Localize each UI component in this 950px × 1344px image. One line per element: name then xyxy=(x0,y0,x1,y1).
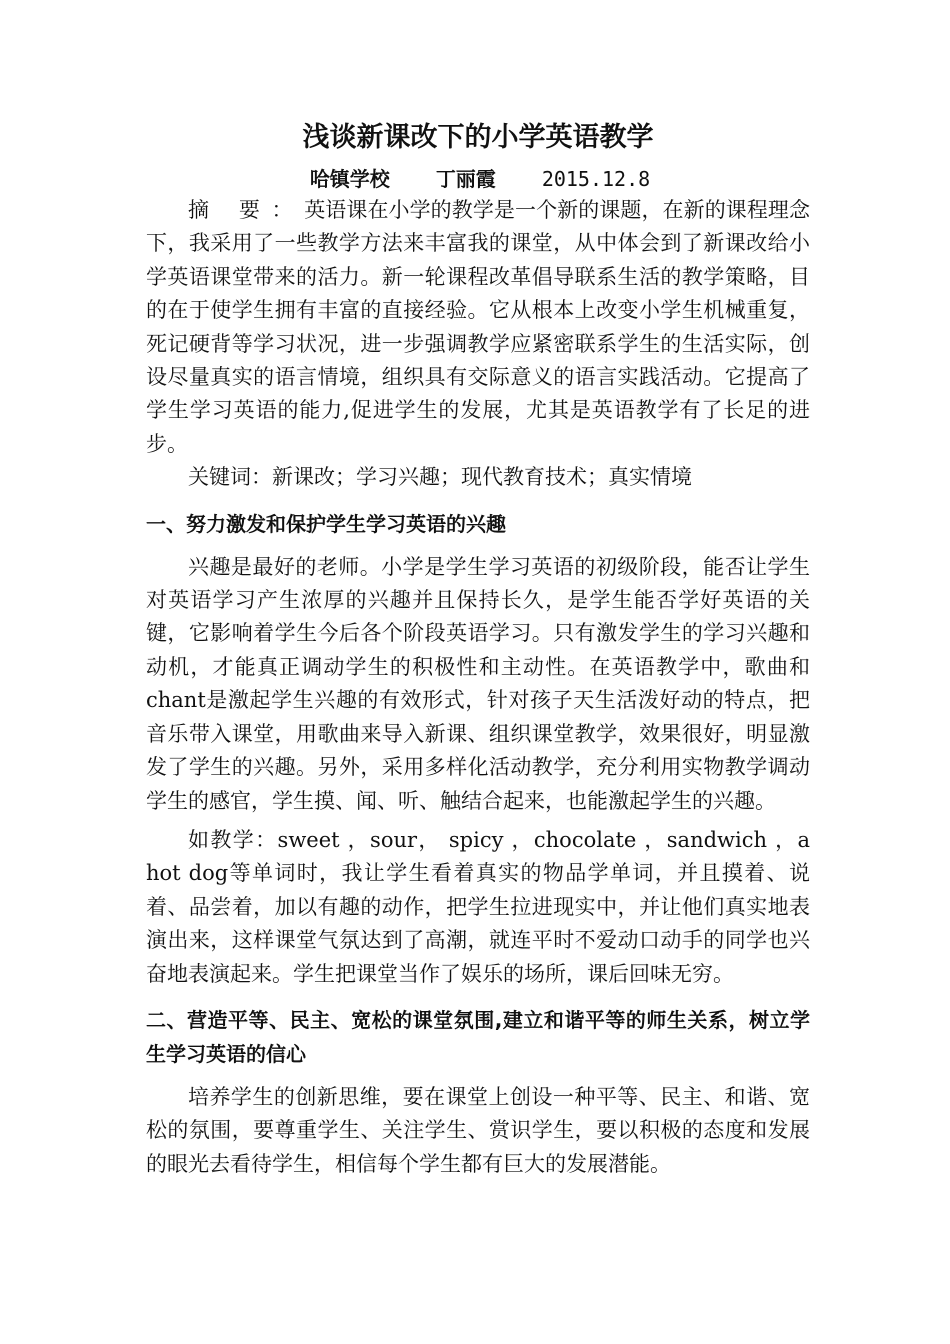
byline-date: 2015.12.8 xyxy=(541,167,651,191)
abstract-label: 摘 要： xyxy=(188,198,305,222)
section-2-paragraph-1: 培养学生的创新思维，要在课堂上创设一种平等、民主、和谐、宽松的氛围，要尊重学生、关注学生、赏识学生，要以积极的态度和发展的眼光去看待学生，相信每个学生都有巨大的发展潜能。 xyxy=(146,1084,810,1176)
abstract-paragraph xyxy=(146,194,810,461)
section-1-paragraph-2: 如教学：sweet ，sour， spicy ，chocolate ，sandwich ，a hot dog等单词时，我让学生看着真实的物品学单词，并且摸着、说着、品尝着，加以有趣的动作，把学生拉进现实中，并让他们真实地表演出来，这样课堂气氛达到了高潮，就连平时不爱动口动手的同学也兴奋地表演起来。学生把课堂当作了娱乐的场所，课后回味无穷。 xyxy=(146,827,810,986)
section-1-paragraph-1: 兴趣是最好的老师。小学是学生学习英语的初级阶段，能否让学生对英语学习产生浓厚的兴趣并且保持长久，是学生能否学好英语的关键，它影响着学生今后各个阶段英语学习。只有激发学生的学习兴趣和动机，才能真正调动学生的积极性和主动性。在英语教学中，歌曲和chant是激起学生兴趣的有效形式，针对孩子天生活泼好动的特点，把音乐带入课堂，用歌曲来导入新课、组织课堂教学，效果很好，明显激发了学生的兴趣。另外，采用多样化活动教学，充分利用实物教学调动学生的感官，学生摸、闻、听、触结合起来，也能激起学生的兴趣。 xyxy=(146,554,810,813)
keywords: 关键词：新课改；学习兴趣；现代教育技术；真实情境 xyxy=(188,465,692,490)
abstract-text: 英语课在小学的教学是一个新的课题，在新的课程理念下，我采用了一些教学方法来丰富我的课堂，从中体会到了新课改给小学英语课堂带来的活力。新一轮课程改革倡导联系生活的教学策略，目的在于使学生拥有丰富的直接经验。它从根本上改变小学生机械重复，死记硬背等学习状况，进一步强调教学应紧密联系学生的生活实际，创设尽量真实的语言情境，组织具有交际意义的语言实践活动。它提高了学生学习英语的能力,促进学生的发展，尤其是英语教学有了长足的进步。 xyxy=(146,198,811,456)
byline-author: 丁丽霞 xyxy=(435,167,496,191)
section-1-heading: 一、努力激发和保护学生学习英语的兴趣 xyxy=(146,511,506,536)
byline xyxy=(150,164,810,194)
document-page xyxy=(146,118,810,1181)
section-2-heading: 二、营造平等、民主、宽松的课堂氛围,建立和谐平等的师生关系，树立学生学习英语的信心 xyxy=(146,1007,810,1066)
document-title: 浅谈新课改下的小学英语教学 xyxy=(302,122,654,153)
byline-school: 哈镇学校 xyxy=(309,167,390,191)
